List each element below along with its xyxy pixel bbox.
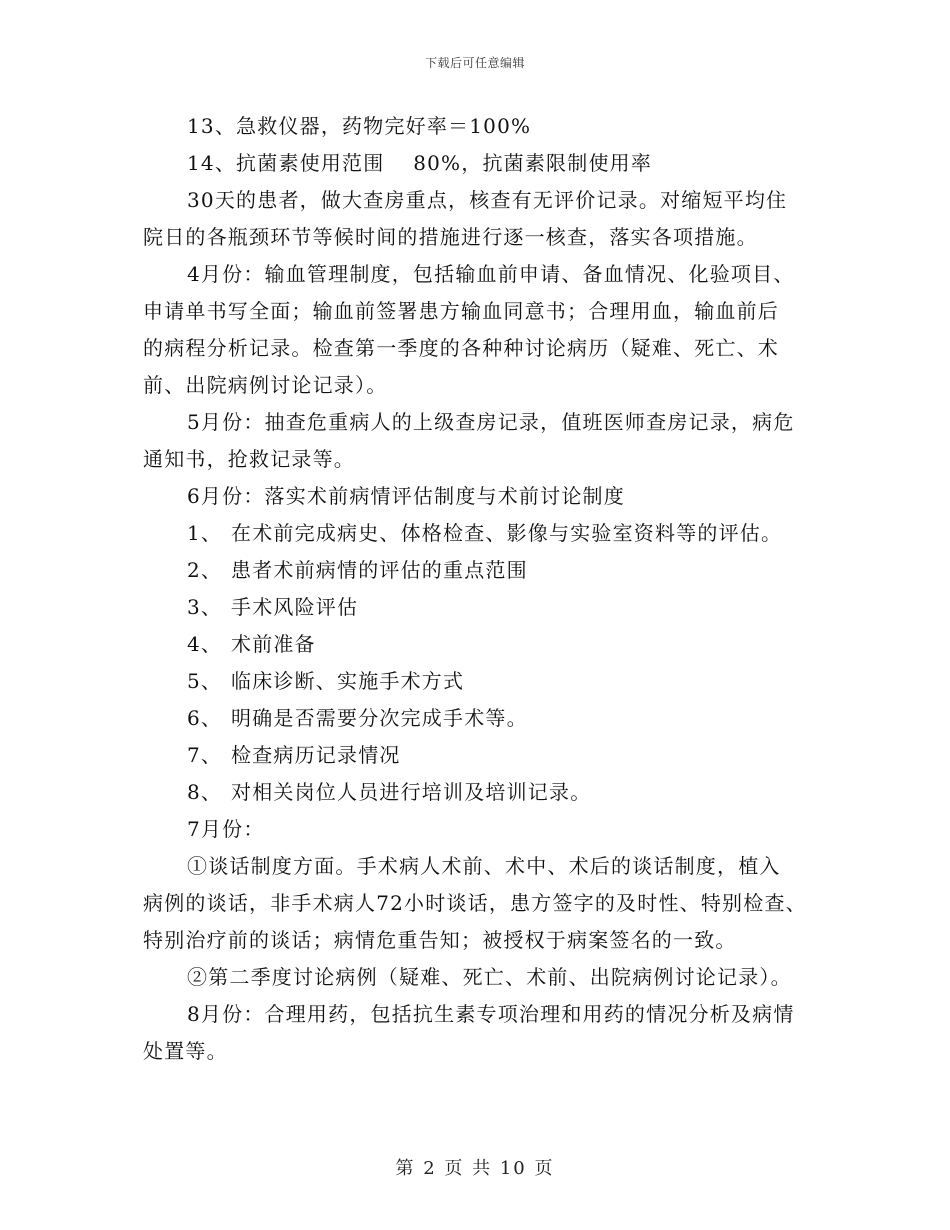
list-item [143, 774, 823, 811]
list-item [143, 663, 823, 700]
list-item-text: 检查病历记录情况 [231, 743, 401, 767]
list-item-number: 6、 [187, 706, 223, 730]
list-item-number: 2、 [187, 558, 223, 582]
list-item-text: 在术前完成病史、体格检查、影像与实验室资料等的评估。 [231, 521, 783, 545]
list-item [143, 626, 823, 663]
list-item-number: 7、 [187, 743, 223, 767]
paragraph-line: 7月份： [187, 817, 265, 841]
list-item [143, 515, 823, 552]
list-item-text: 患者术前病情的评估的重点范围 [231, 558, 528, 582]
paragraph-line: 的病程分析记录。检查第一季度的各种种讨论病历（疑难、死亡、术 [143, 336, 779, 360]
paragraph-line: ②第二季度讨论病例（疑难、死亡、术前、出院病例讨论记录）。 [187, 965, 792, 989]
list-item [143, 552, 823, 589]
list-item-text: 手术风险评估 [231, 595, 359, 619]
paragraph-line: 8月份：合理用药，包括抗生素专项治理和用药的情况分析及病情 [187, 1002, 795, 1026]
list-item-number: 8、 [187, 780, 223, 804]
list-item-number: 3、 [187, 595, 223, 619]
paragraph-line: 通知书，抢救记录等。 [143, 447, 355, 471]
paragraph-line: 病例的谈话，非手术病人72小时谈话，患方签字的及时性、特别检查、 [143, 891, 807, 915]
list-item-number: 4、 [187, 632, 223, 656]
list-item-text: 临床诊断、实施手术方式 [231, 669, 465, 693]
paragraph-line: 院日的各瓶颈环节等候时间的措施进行逐一核查，落实各项措施。 [143, 225, 758, 249]
paragraph-line: 处置等。 [143, 1039, 228, 1063]
paragraph-line: 13、急救仪器，药物完好率＝100% [187, 114, 532, 138]
page-footer: 第 2 页 共 10 页 [395, 1158, 555, 1179]
list-item [143, 700, 823, 737]
paragraph-line: 前、出院病例讨论记录）。 [143, 373, 388, 397]
paragraph-line: 30天的患者，做大查房重点，核查有无评价记录。对缩短平均住 [187, 188, 788, 212]
paragraph-line: 14、抗菌素使用范围 80%，抗菌素限制使用率 [187, 151, 653, 175]
list-item [143, 589, 823, 626]
paragraph-line: ①谈话制度方面。手术病人术前、术中、术后的谈话制度，植入 [187, 854, 781, 878]
paragraph-line: 5月份：抽查危重病人的上级查房记录，值班医师查房记录，病危 [187, 410, 795, 434]
paragraph-line: 特别治疗前的谈话；病情危重告知；被授权于病案签名的一致。 [143, 928, 737, 952]
paragraph-line: 4月份：输血管理制度，包括输血前申请、备血情况、化验项目、 [187, 262, 795, 286]
list-item-text: 明确是否需要分次完成手术等。 [231, 706, 528, 730]
list-item-text: 对相关岗位人员进行培训及培训记录。 [231, 780, 592, 804]
list-item-text: 术前准备 [231, 632, 316, 656]
list-item [143, 737, 823, 774]
list-item-number: 1、 [187, 521, 223, 545]
list-item-number: 5、 [187, 669, 223, 693]
page-header: 下载后可任意编辑 [424, 56, 525, 70]
paragraph-line: 申请单书写全面；输血前签署患方输血同意书；合理用血，输血前后 [143, 299, 779, 323]
document-body [143, 108, 823, 1070]
paragraph-line: 6月份：落实术前病情评估制度与术前讨论制度 [187, 484, 625, 508]
